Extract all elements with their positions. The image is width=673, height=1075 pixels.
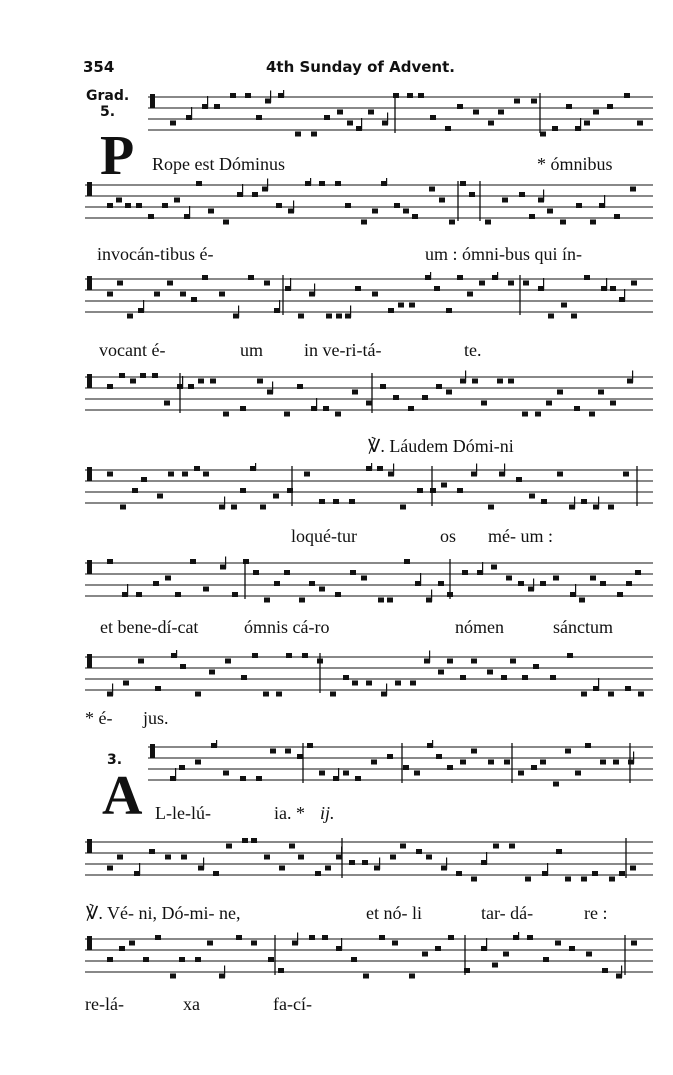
lyric-text: ómnis cá-ro: [244, 617, 330, 637]
lyric-text: ij.: [320, 803, 335, 823]
lyric-text: * ómnibus: [537, 154, 613, 174]
alleluia-mode: 3.: [107, 752, 123, 768]
running-title: 4th Sunday of Advent.: [266, 58, 455, 76]
lyric-text: um : ómni-bus qui ín-: [425, 244, 582, 264]
lyric-text: re :: [584, 903, 608, 923]
gradual-mode: 5.: [100, 104, 116, 120]
music-staff: [85, 463, 653, 523]
lyric-text: jus.: [143, 708, 169, 728]
lyric-text: Rope est Dóminus: [152, 154, 285, 174]
music-staff: [85, 272, 653, 332]
lyric-text: et nó- li: [366, 903, 422, 923]
alleluia-initial: A: [102, 765, 143, 827]
music-staff: [85, 932, 653, 992]
lyric-text: in ve-ri-tá-: [304, 340, 382, 360]
lyric-text: os: [440, 526, 457, 546]
lyric-text: ia. *: [274, 803, 305, 823]
page-number: 354: [83, 58, 115, 76]
lyric-text: invocán-tibus é-: [97, 244, 214, 264]
lyric-text: loqué-tur: [291, 526, 357, 546]
lyric-text: vocant é-: [99, 340, 166, 360]
lyric-text: sánctum: [553, 617, 613, 637]
lyric-text: re-lá-: [85, 994, 124, 1014]
music-staff: [85, 370, 653, 430]
music-staff: [85, 556, 653, 616]
music-staff: [148, 90, 653, 150]
lyric-text: um: [240, 340, 264, 360]
lyric-text: fa-cí-: [273, 994, 312, 1014]
lyric-text: et bene-dí-cat: [100, 617, 199, 637]
lyric-text: ℣. Láudem Dómi-ni: [368, 436, 514, 456]
lyric-text: nómen: [455, 617, 504, 637]
lyric-text: L-le-lú-: [155, 803, 211, 823]
music-staff: [85, 178, 653, 238]
lyric-text: xa: [183, 994, 200, 1014]
lyric-text: ℣. Vé- ni, Dó-mi- ne,: [86, 903, 241, 923]
lyric-text: mé- um :: [488, 526, 553, 546]
music-staff: [85, 835, 653, 895]
lyric-text: te.: [464, 340, 482, 360]
gradual-label: Grad.: [86, 88, 130, 104]
gradual-initial: P: [100, 125, 135, 187]
lyric-text: tar- dá-: [481, 903, 534, 923]
lyric-text: * é-: [85, 708, 113, 728]
music-staff: [148, 740, 653, 800]
music-staff: [85, 650, 653, 710]
